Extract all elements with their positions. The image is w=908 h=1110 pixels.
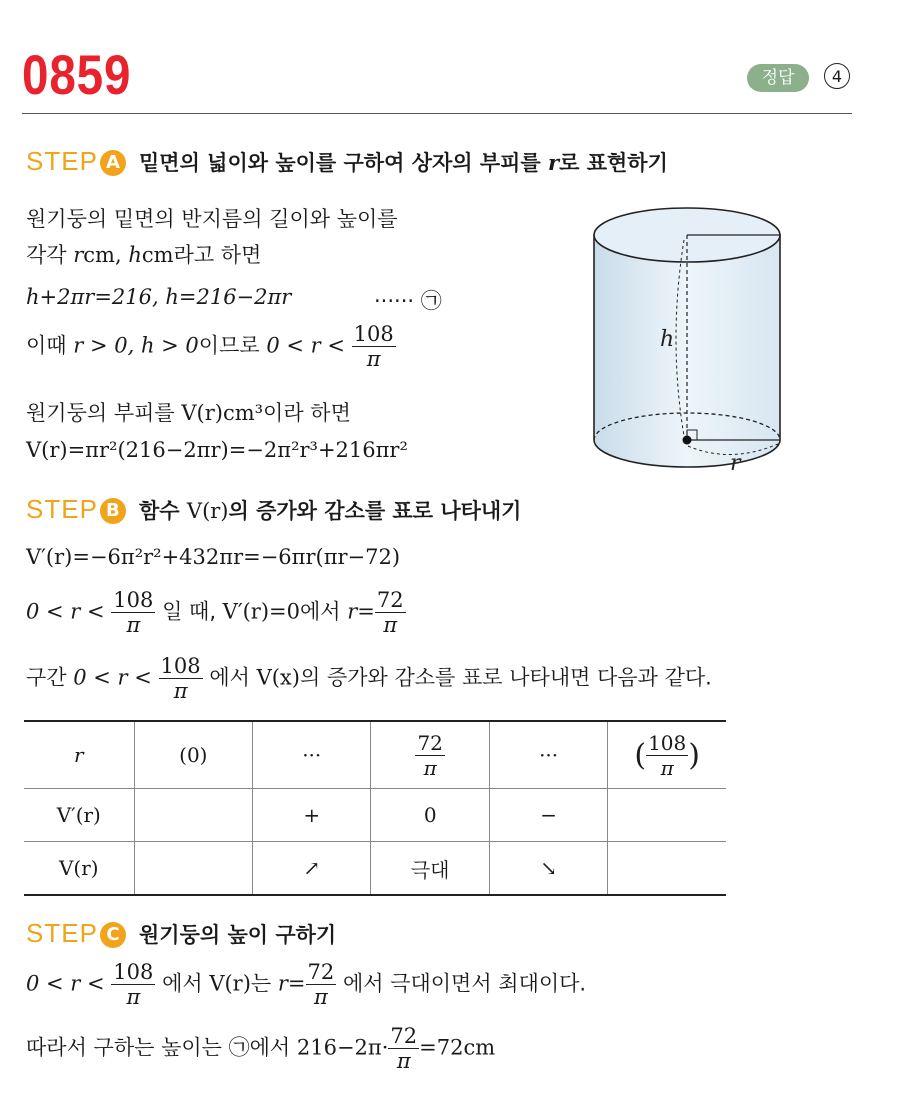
step-c-l2 (26, 1024, 495, 1073)
l2-expr: V′(r)=0 (222, 599, 300, 624)
frac-den: π (423, 755, 437, 780)
c1-frac2 (306, 960, 337, 1009)
c2-frac (388, 1024, 419, 1073)
l2-num2: 72 (376, 588, 404, 612)
p3-mid: 이므로 (198, 333, 267, 358)
c1-r: r= (277, 971, 306, 996)
c2-expr: 216−2π· (296, 1035, 389, 1060)
table-cell: (0) (134, 721, 252, 789)
p3-cond: r > 0, h > 0 (73, 333, 199, 358)
radius-label: r (730, 451, 741, 476)
c1-mid: 에서 (155, 971, 210, 996)
step-b-letter: B (100, 498, 126, 524)
step-b-heading (26, 494, 521, 525)
step-a-title-post: 로 표현하기 (559, 151, 668, 175)
step-a-p2 (26, 239, 261, 269)
p3-fraction (352, 322, 396, 371)
l3-post: 의 증가와 감소를 표로 나타내면 다음과 같다. (299, 665, 712, 690)
height-label: h (660, 327, 675, 352)
answer-value: 4 (824, 63, 850, 89)
table-cell: ··· (253, 721, 371, 789)
table-cell: ↘ (489, 842, 607, 896)
step-b-l3 (26, 654, 712, 703)
step-b-label: STEP (26, 494, 98, 524)
step-a-label: STEP (26, 146, 98, 176)
table-cell: r (24, 721, 134, 789)
step-a-p1: 원기둥의 밑면의 반지름의 길이와 높이를 (26, 207, 398, 231)
l2-frac (111, 588, 155, 637)
p3-pre: 이때 (26, 333, 74, 358)
table-cell-72-over-pi (371, 721, 489, 789)
l2-den: π (126, 613, 141, 637)
c2-post: =72cm (419, 1035, 496, 1060)
step-a-p4 (26, 397, 351, 427)
p3-ineq: 0 < r < (266, 333, 352, 358)
table-cell (608, 789, 726, 842)
l3-frac (159, 654, 203, 703)
l3-ineq: 0 < r < (73, 665, 159, 690)
header-divider (22, 113, 852, 114)
l2-ineq: 0 < r < (26, 599, 112, 624)
step-b-l2 (26, 588, 406, 637)
l2-frac2 (375, 588, 406, 637)
step-a-eq1: h+2πr=216, h=216−2πr (26, 285, 292, 309)
frac-num: 72 (417, 730, 443, 755)
table-row-header (24, 721, 726, 789)
c2-num: 72 (390, 1024, 418, 1048)
table-cell: 0 (371, 789, 489, 842)
problem-number: 0859 (22, 43, 132, 106)
step-b-title-pre: 함수 (139, 499, 187, 523)
c2-den: π (396, 1049, 411, 1073)
l2-num: 108 (113, 588, 154, 612)
c1-den2: π (313, 985, 328, 1009)
p2-h: h (128, 243, 142, 267)
table-cell: + (253, 789, 371, 842)
c1-num: 108 (113, 960, 154, 984)
table-cell: − (489, 789, 607, 842)
p2-post: 라고 하면 (173, 243, 262, 267)
l3-mid: 에서 (202, 665, 257, 690)
answer-badge: 정답 (747, 64, 809, 92)
table-cell: ··· (489, 721, 607, 789)
p2-cm2: cm (141, 243, 174, 267)
table-cell: ↗ (253, 842, 371, 896)
step-a-p3 (26, 322, 396, 371)
step-a-letter: A (100, 150, 126, 176)
l3-den: π (173, 679, 188, 703)
l3-pre: 구간 (26, 665, 74, 690)
p4-post: 이라 하면 (263, 401, 351, 425)
c1-den: π (126, 985, 141, 1009)
table-cell: V(r) (24, 842, 134, 896)
l2-mid: 일 때, (155, 599, 223, 624)
center-point (683, 436, 692, 445)
p4-expr: V(r)cm³ (181, 401, 264, 425)
step-c-letter: C (100, 922, 126, 948)
step-a-title-var: r (548, 150, 560, 175)
step-a-title-pre: 밑면의 넓이와 높이를 구하여 상자의 부피를 (139, 151, 549, 175)
step-c-title: 원기둥의 높이 구하기 (139, 923, 337, 947)
cylinder-figure (580, 200, 800, 490)
p2-r: r (73, 243, 84, 267)
step-c-l1 (26, 960, 586, 1009)
table-row-derivative (24, 789, 726, 842)
c1-post: 에서 극대이면서 최대이다. (336, 971, 587, 996)
l2-mid2: 에서 (300, 599, 348, 624)
table-cell: 극대 (371, 842, 489, 896)
frac-den: π (660, 755, 674, 780)
p2-pre: 각각 (26, 243, 74, 267)
table-row-function (24, 842, 726, 896)
step-c-heading (26, 918, 336, 949)
c1-num2: 72 (307, 960, 335, 984)
l2-r: r= (347, 599, 375, 624)
step-a-eq1-mark: ······ ㉠ (374, 289, 442, 313)
c1-mid2: 는 (250, 971, 278, 996)
step-b-title-expr: V(r) (186, 499, 229, 523)
c1-expr: V(r) (209, 971, 251, 996)
p3-frac-den: π (366, 347, 381, 371)
p2-cm1: cm, (83, 243, 129, 267)
table-cell: V′(r) (24, 789, 134, 842)
step-c-label: STEP (26, 918, 98, 948)
p3-frac-num: 108 (353, 322, 394, 346)
l3-num: 108 (160, 654, 201, 678)
step-b-eq1: V′(r)=−6π²r²+432πr=−6πr(πr−72) (26, 545, 401, 569)
l3-expr: V(x) (256, 665, 300, 690)
c2-pre: 따라서 구하는 높이는 ㉠에서 (26, 1035, 297, 1060)
c1-ineq: 0 < r < (26, 971, 112, 996)
l2-den2: π (383, 613, 398, 637)
c1-frac (111, 960, 155, 1009)
step-a-eq2: V(r)=πr²(216−2πr)=−2π²r³+216πr² (26, 438, 408, 462)
frac-num: 108 (648, 730, 687, 755)
p4-pre: 원기둥의 부피를 (26, 401, 182, 425)
increase-decrease-table (24, 720, 726, 896)
step-a-heading (26, 146, 668, 177)
table-cell (134, 842, 252, 896)
table-cell (608, 842, 726, 896)
table-cell-108-over-pi: ( $\frac{108}{\pi}$ ) (608, 721, 726, 789)
table-cell (134, 789, 252, 842)
step-b-title-post: 의 증가와 감소를 표로 나타내기 (228, 499, 522, 523)
